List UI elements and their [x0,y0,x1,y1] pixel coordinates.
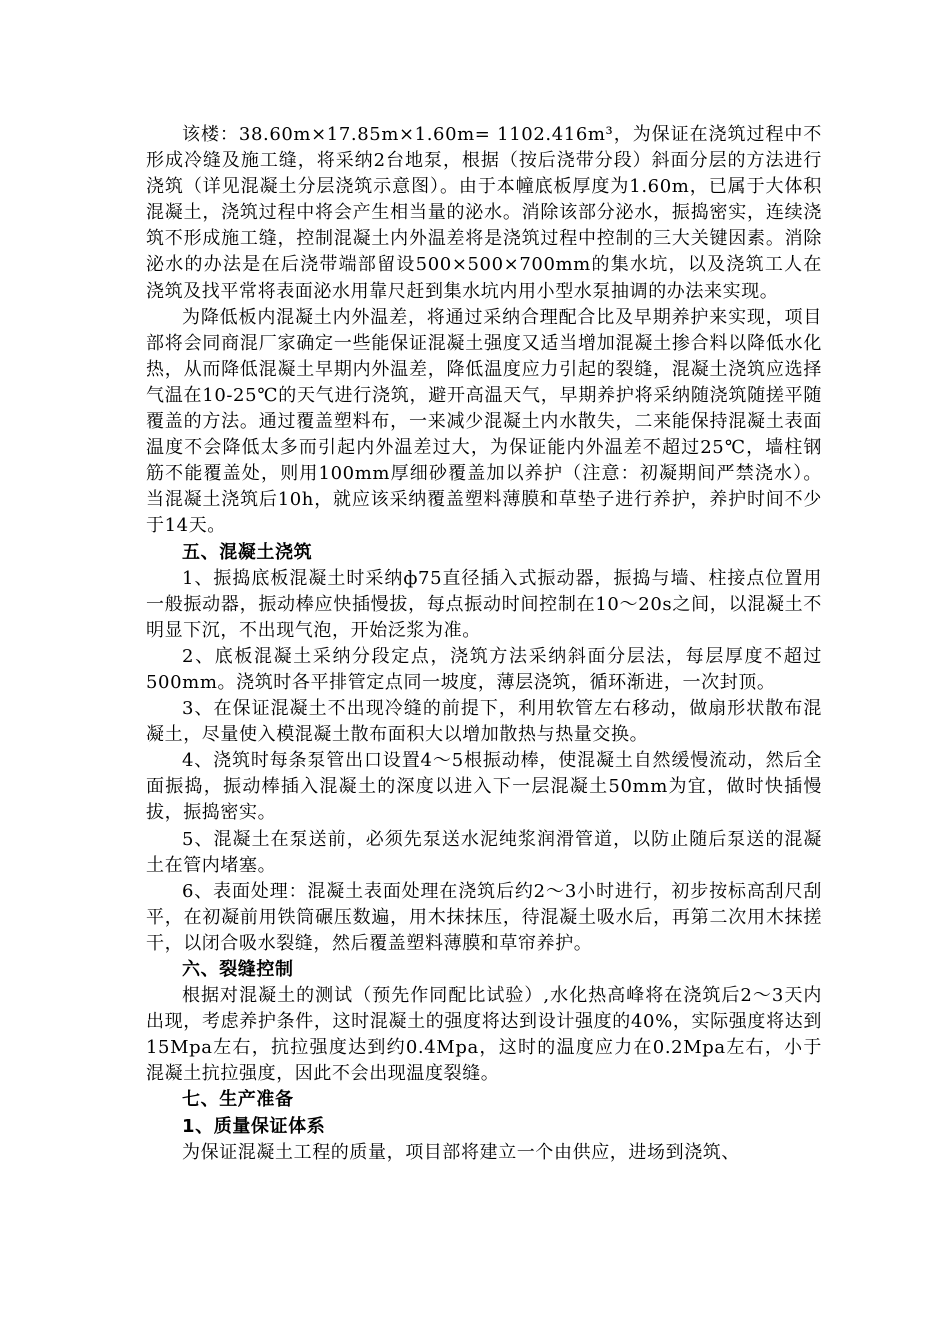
paragraph-crack-analysis: 根据对混凝土的测试（预先作同配比试验）,水化热高峰将在浇筑后2～3天内出现，考虑养护条件，这时混凝土的强度将达到设计强度的40%，实际强度将达到15Mpa左右，抗拉强度达到约0.4Mpa，这时的温度应力在0.2Mpa左右，小于混凝土抗拉强度，因此不会出现温度裂缝。 [146,985,822,1085]
document-body [146,122,822,1166]
paragraph-vibration: 1、振捣底板混凝土时采纳ф75直径插入式振动器，振捣与墙、柱接点位置用一般振动器，振动棒应快插慢拔，每点振动时间控制在10～20s之间，以混凝土不明显下沉，不出现气泡，开始泛浆为准。 [146,567,822,641]
paragraph-pump-outlets: 4、浇筑时每条泵管出口设置4～5根振动棒，使混凝土自然缓慢流动，然后全面振捣，振动棒插入混凝土的深度以进入下一层混凝土50mm为宜，做时快插慢拔，振捣密实。 [146,750,822,824]
paragraph-layered-pouring: 2、底板混凝土采纳分段定点，浇筑方法采纳斜面分层法，每层厚度不超过500mm。浇筑时各平排管定点同一坡度，薄层浇筑，循环渐进，一次封顶。 [146,645,822,693]
paragraph-hose-spreading: 3、在保证混凝土不出现冷缝的前提下，利用软管左右移动，做扇形状散布混凝土，尽量使入模混凝土散布面积大以增加散热与热量交换。 [146,698,822,746]
section-heading-production-preparation: 七、生产准备 [182,1089,294,1111]
paragraph-quality-system: 为保证混凝土工程的质量，项目部将建立一个由供应，进场到浇筑、 [182,1141,740,1163]
paragraph-surface-treatment: 6、表面处理：混凝土表面处理在浇筑后约2～3小时进行，初步按标高刮尺刮平，在初凝前用铁筒碾压数遍，用木抹抹压，待混凝土吸水后，再第二次用木抹搓干，以闭合吸水裂缝，然后覆盖塑料薄膜和草帘养护。 [146,880,822,954]
paragraph-pump-priming: 5、混凝土在泵送前，必须先泵送水泥纯浆润滑管道，以防止随后泵送的混凝土在管内堵塞。 [146,828,822,876]
subsection-heading-quality-system: 1、质量保证体系 [182,1115,326,1137]
section-heading-crack-control: 六、裂缝控制 [182,959,294,980]
section-heading-concrete-pouring: 五、混凝土浇筑 [182,541,313,563]
paragraph-pour-plan: 该楼：38.60m×17.85m×1.60m= 1102.416m³，为保证在浇筑过程中不形成冷缝及施工缝，将采纳2台地泵，根据（按后浇带分段）斜面分层的方法进行浇筑（详见混凝土分层浇筑示意图）。由于本幢底板厚度为1.60m，已属于大体积混凝土，浇筑过程中将会产生相当量的泌水。消除该部分泌水，振捣密实，连续浇筑不形成施工缝，控制混凝土内外温差将是浇筑过程中控制的三大关键因素。消除泌水的办法是在后浇带端部留设500×500×700mm的集水坑，以及浇筑工人在浇筑及找平常将表面泌水用靠尺赶到集水坑内用小型水泵抽调的办法来实现。 [146,124,822,302]
paragraph-temperature-control: 为降低板内混凝土内外温差，将通过采纳合理配合比及早期养护来实现，项目部将会同商混厂家确定一些能保证混凝土强度又适当增加混凝土掺合料以降低水化热，从而降低混凝土早期内外温差，降低温度应力引起的裂缝，混凝土浇筑应选择气温在10-25℃的天气进行浇筑，避开高温天气，早期养护将采纳随浇筑随搓平随覆盖的方法。通过覆盖塑料布，一来减少混凝土内水散失，二来能保持混凝土表面温度不会降低太多而引起内外温差过大，为保证能内外温差不超过25℃，墙柱钢筋不能覆盖处，则用100mm厚细砂覆盖加以养护（注意：初凝期间严禁浇水）。当混凝土浇筑后10h，就应该采纳覆盖塑料薄膜和草垫子进行养护，养护时间不少于14天。 [146,306,822,537]
